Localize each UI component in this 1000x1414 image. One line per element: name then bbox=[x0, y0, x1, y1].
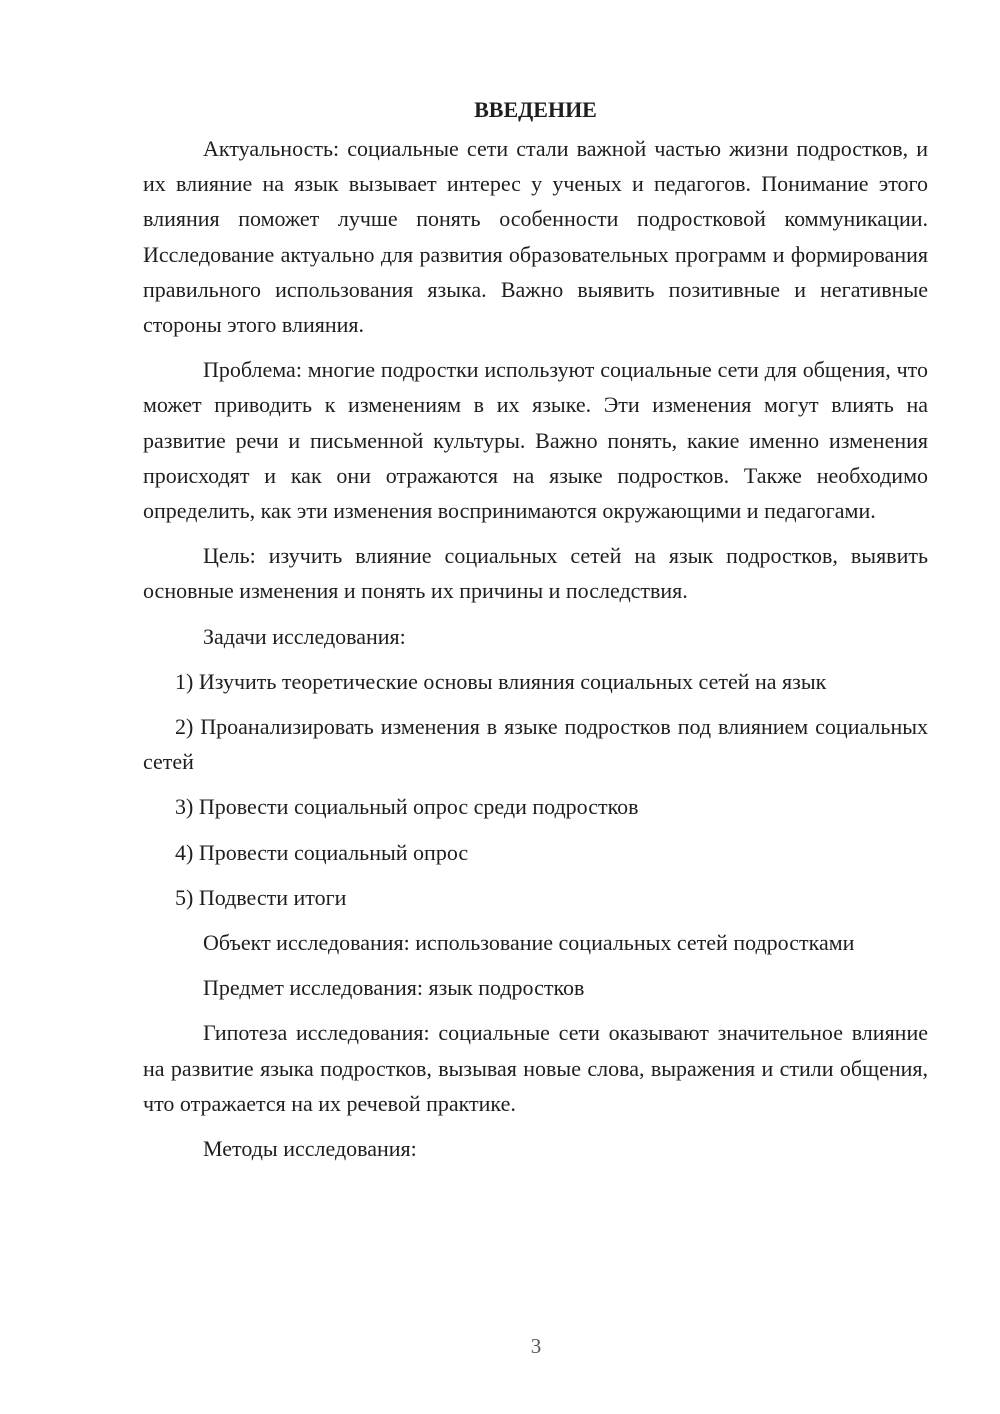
paragraph-relevance: Актуальность: социальные сети стали важной частью жизни подростков, и их влияние на язык вызывает интерес у ученых и педагогов. Понимание этого влияния поможет лучше понять особенности подростковой коммуникации. Исследование актуально для развития образовательных программ и формирования правильного использования языка. Важно выявить позитивные и негативные стороны этого влияния. bbox=[143, 136, 928, 338]
page-number: 3 bbox=[530, 1334, 542, 1358]
task-item: 1) Изучить теоретические основы влияния социальных сетей на язык bbox=[175, 668, 827, 694]
paragraph-subject: Предмет исследования: язык подростков bbox=[203, 975, 585, 1001]
tasks-title: Задачи исследования: bbox=[203, 623, 406, 649]
paragraph-problem: Проблема: многие подростки используют социальные сети для общения, что может приводить к изменениям в их языке. Эти изменения могут влиять на развитие речи и письменной культуры. Важно понять, какие именно изменения происходят и как они отражаются на языке подростков. Также необходимо определить, как эти изменения воспринимаются окружающими и педагогами. bbox=[143, 357, 928, 524]
task-item: 4) Провести социальный опрос bbox=[175, 839, 469, 865]
document-page bbox=[143, 92, 928, 1166]
task-item: 5) Подвести итоги bbox=[175, 884, 347, 910]
section-heading: ВВЕДЕНИЕ bbox=[474, 97, 597, 122]
task-item: 3) Провести социальный опрос среди подростков bbox=[175, 794, 639, 820]
paragraph-object: Объект исследования: использование социальных сетей подростками bbox=[203, 930, 855, 956]
methods-title: Методы исследования: bbox=[203, 1136, 417, 1162]
task-item: 2) Проанализировать изменения в языке подростков под влиянием социальных сетей bbox=[143, 714, 928, 775]
paragraph-hypothesis: Гипотеза исследования: социальные сети оказывают значительное влияние на развитие языка подростков, вызывая новые слова, выражения и стили общения, что отражается на их речевой практике. bbox=[143, 1020, 928, 1116]
paragraph-goal: Цель: изучить влияние социальных сетей на язык подростков, выявить основные изменения и понять их причины и последствия. bbox=[143, 543, 928, 604]
